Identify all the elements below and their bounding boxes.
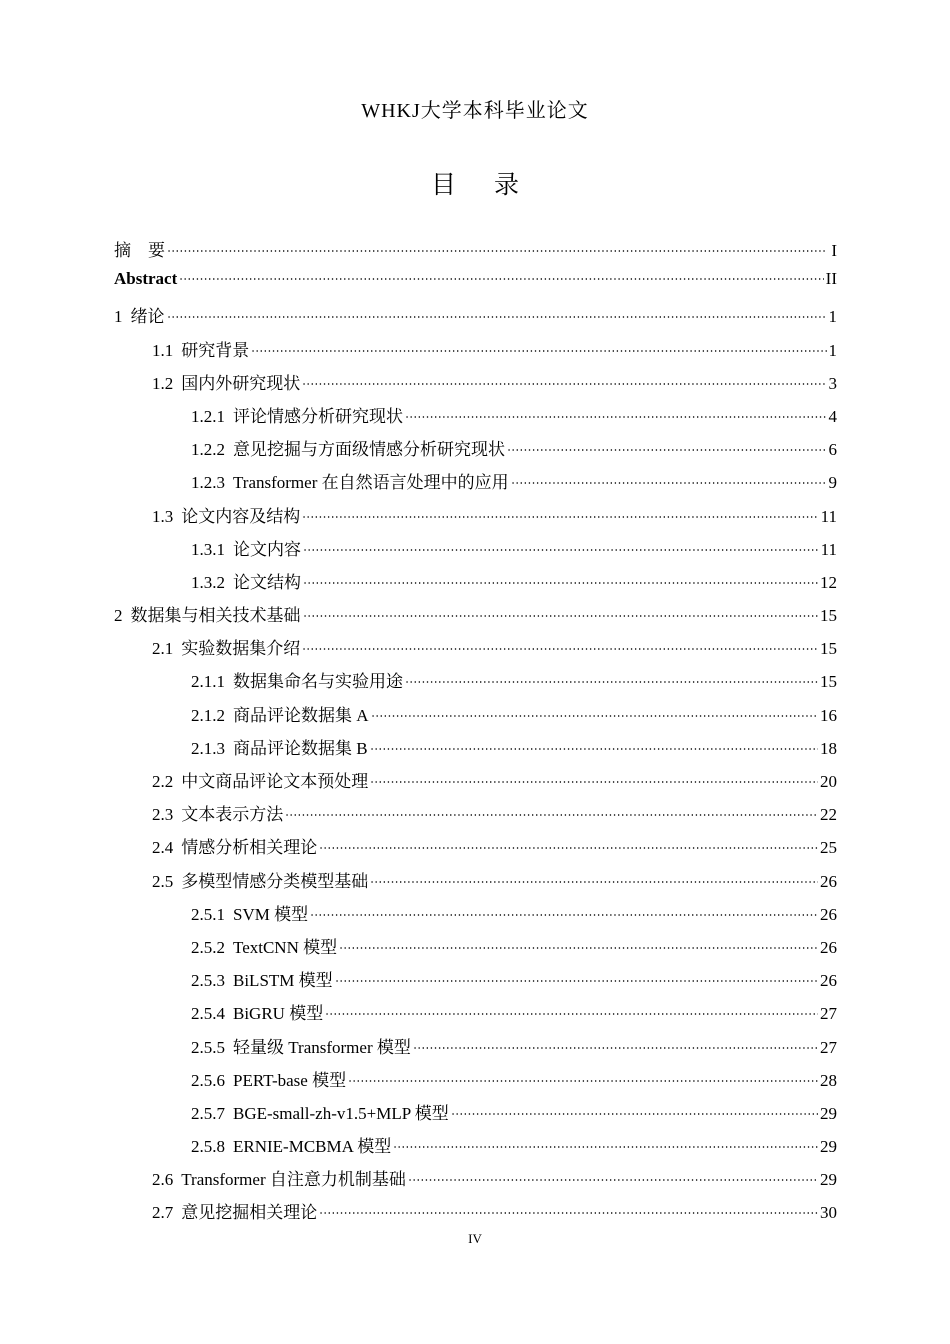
toc-title <box>0 165 950 201</box>
toc-entry[interactable] <box>114 966 837 999</box>
toc-entry[interactable] <box>114 435 837 468</box>
toc-entry[interactable] <box>114 336 837 369</box>
toc-title-left: 目 <box>430 170 456 199</box>
toc-entry-number: 2.5.5 <box>191 1037 225 1057</box>
toc-entry-page: 3 <box>828 373 837 393</box>
toc-entry-page: II <box>825 269 837 289</box>
dot-leader <box>335 980 818 982</box>
toc-entry-number: 2.5.1 <box>191 904 225 924</box>
toc-entry-number: 1.3.2 <box>191 572 225 592</box>
toc-entry-label: 多模型情感分类模型基础 <box>181 871 369 891</box>
dot-leader <box>405 416 827 418</box>
dot-leader <box>511 482 827 484</box>
dot-leader <box>370 881 818 883</box>
toc-entry-label: BiGRU 模型 <box>233 1004 324 1024</box>
toc-entry-number: 2.5.8 <box>191 1137 225 1157</box>
toc-entry-label: 文本表示方法 <box>181 805 284 825</box>
toc-entry-page: 9 <box>828 473 837 493</box>
toc-entry-label: BiLSTM 模型 <box>233 971 333 991</box>
toc-entry[interactable] <box>114 999 837 1032</box>
dot-leader <box>303 615 819 617</box>
toc-entry-label: 论文内容及结构 <box>181 506 301 526</box>
toc-entry-page: 18 <box>820 738 837 758</box>
toc-entry-number: 2.1.1 <box>191 672 225 692</box>
toc-entry[interactable] <box>114 601 837 634</box>
toc-entry[interactable] <box>114 734 837 767</box>
toc-entry-label: 意见挖掘相关理论 <box>181 1203 318 1223</box>
dot-leader <box>285 814 818 816</box>
toc-entry-page: 26 <box>820 971 837 991</box>
toc-entry[interactable] <box>114 900 837 933</box>
dot-leader <box>319 1212 818 1214</box>
toc-entry-number: 1.2.2 <box>191 440 225 460</box>
toc-entry-number: 2.7 <box>152 1203 174 1223</box>
toc-entry-page: 15 <box>820 606 837 626</box>
toc-entry-page: 29 <box>820 1170 837 1190</box>
toc-entry-label: 商品评论数据集 B <box>233 738 368 758</box>
dot-leader <box>348 1080 818 1082</box>
toc-entry-label: ERNIE-MCBMA 模型 <box>233 1137 392 1157</box>
toc-entry-page: 29 <box>820 1103 837 1123</box>
toc-entry-page: I <box>831 241 837 260</box>
toc-title-right: 录 <box>494 170 520 199</box>
toc-entry-label: TextCNN 模型 <box>233 937 338 957</box>
toc-entry[interactable] <box>114 667 837 700</box>
toc-entry-page: 26 <box>820 871 837 891</box>
toc-entry[interactable] <box>114 634 837 667</box>
toc-entry-page: 27 <box>820 1004 837 1024</box>
toc-entry-number: 2.5 <box>152 871 174 891</box>
toc-entry-page: 20 <box>820 772 837 791</box>
toc-entry-label: 数据集命名与实验用途 <box>233 672 403 692</box>
toc-entry[interactable] <box>114 302 837 335</box>
toc-entry[interactable] <box>114 1165 837 1198</box>
dot-leader <box>393 1146 818 1148</box>
toc-entry[interactable] <box>114 535 837 568</box>
dot-leader <box>319 847 818 849</box>
toc-entry-page: 16 <box>820 705 837 725</box>
toc-entry-page: 1 <box>828 307 837 327</box>
toc-entry[interactable] <box>114 269 837 302</box>
dot-leader <box>371 715 818 717</box>
toc-entry-label: 论文结构 <box>233 572 301 592</box>
toc-entry-label: Transformer 在自然语言处理中的应用 <box>233 473 509 493</box>
toc-entry-label: 论文内容 <box>233 539 301 559</box>
dot-leader <box>413 1047 818 1049</box>
dot-leader <box>408 1179 818 1181</box>
toc-entry-label: 数据集与相关技术基础 <box>130 606 301 626</box>
toc-entry-number: 2.5.3 <box>191 971 225 991</box>
toc-entry-number: 2.3 <box>152 805 174 825</box>
toc-entry[interactable] <box>114 1099 837 1132</box>
dot-leader <box>507 449 827 451</box>
toc-entry-number: 1.1 <box>152 340 174 360</box>
toc-entry[interactable] <box>114 402 837 435</box>
toc-entry-number: 1.3.1 <box>191 539 225 559</box>
toc-entry[interactable] <box>114 867 837 900</box>
dot-leader <box>310 914 818 916</box>
toc-entry-label: 实验数据集介绍 <box>181 639 301 659</box>
toc-entry-label: 评论情感分析研究现状 <box>233 406 403 426</box>
toc-entry[interactable] <box>114 369 837 402</box>
toc-entry[interactable] <box>114 1066 837 1099</box>
toc-entry-page: 12 <box>820 572 837 592</box>
toc-entry-label: 绪论 <box>130 307 165 327</box>
toc-entry-number: 1.2.1 <box>191 406 225 426</box>
toc-entry-number: 1.2.3 <box>191 473 225 493</box>
toc-entry-number: 2 <box>114 606 123 626</box>
toc-entry-page: 30 <box>820 1203 837 1223</box>
dot-leader <box>251 350 826 352</box>
dot-leader <box>302 383 826 385</box>
toc-entry-number: 2.5.6 <box>191 1070 225 1090</box>
toc-entry[interactable] <box>114 468 837 501</box>
toc-entry[interactable] <box>114 236 837 269</box>
table-of-contents <box>114 236 837 1232</box>
dot-leader <box>451 1113 818 1115</box>
dot-leader <box>179 278 823 280</box>
toc-entry-label: 情感分析相关理论 <box>181 838 318 858</box>
toc-entry[interactable] <box>114 933 837 966</box>
toc-entry-number: 1 <box>114 307 123 327</box>
toc-entry-label: Transformer 自注意力机制基础 <box>181 1170 406 1190</box>
dot-leader <box>370 748 818 750</box>
dot-leader <box>302 648 818 650</box>
toc-entry-page: 29 <box>820 1137 837 1157</box>
toc-entry-label: 国内外研究现状 <box>181 373 301 393</box>
toc-entry-label: BGE-small-zh-v1.5+MLP 模型 <box>233 1103 449 1123</box>
toc-entry-number: 2.1.3 <box>191 738 225 758</box>
toc-entry-number: 2.5.2 <box>191 937 225 957</box>
toc-entry-page: 4 <box>828 406 837 426</box>
dot-leader <box>303 582 818 584</box>
toc-entry-number: 2.1.2 <box>191 705 225 725</box>
toc-entry-number: 2.5.4 <box>191 1004 225 1024</box>
toc-entry-number: 2.2 <box>152 772 174 791</box>
dot-leader <box>167 250 827 252</box>
dot-leader <box>370 781 818 783</box>
toc-entry-page: 22 <box>820 805 837 825</box>
toc-entry[interactable] <box>114 1033 837 1066</box>
toc-entry[interactable] <box>114 701 837 734</box>
toc-entry-label: 商品评论数据集 A <box>233 705 369 725</box>
toc-entry[interactable] <box>114 833 837 866</box>
toc-entry-number: 2.4 <box>152 838 174 858</box>
toc-entry-number: 2.6 <box>152 1170 174 1190</box>
dot-leader <box>303 549 819 551</box>
dot-leader <box>302 516 818 518</box>
toc-entry-number: 1.3 <box>152 506 174 526</box>
toc-entry-page: 25 <box>820 838 837 858</box>
toc-entry[interactable] <box>114 502 837 535</box>
toc-entry-page: 6 <box>828 440 837 460</box>
toc-entry-label: Abstract <box>114 269 178 289</box>
dot-leader <box>405 681 818 683</box>
toc-entry-page: 27 <box>820 1037 837 1057</box>
toc-entry[interactable] <box>114 767 837 800</box>
dot-leader <box>167 316 827 318</box>
dot-leader <box>325 1013 818 1015</box>
toc-entry[interactable] <box>114 1198 837 1231</box>
toc-entry-label: 意见挖掘与方面级情感分析研究现状 <box>233 440 505 460</box>
toc-entry[interactable] <box>114 568 837 601</box>
toc-entry-number: 2.1 <box>152 639 174 659</box>
toc-entry-number: 2.5.7 <box>191 1103 225 1123</box>
dot-leader <box>339 947 818 949</box>
toc-entry-page: 26 <box>820 904 837 924</box>
toc-entry-page: 11 <box>820 506 837 526</box>
toc-entry-page: 11 <box>820 539 837 559</box>
toc-entry-page: 26 <box>820 937 837 957</box>
page-number: IV <box>468 1231 482 1246</box>
toc-entry[interactable] <box>114 1132 837 1165</box>
toc-entry-label: SVM 模型 <box>233 904 309 924</box>
toc-entry-label: 轻量级 Transformer 模型 <box>233 1037 411 1057</box>
toc-entry-page: 15 <box>820 672 837 692</box>
toc-entry-label: 摘 要 <box>114 241 165 260</box>
toc-entry-number: 1.2 <box>152 373 174 393</box>
toc-entry-label: PERT-base 模型 <box>233 1070 347 1090</box>
toc-entry-page: 15 <box>820 639 837 659</box>
toc-entry-page: 1 <box>828 340 837 360</box>
toc-entry-label: 中文商品评论文本预处理 <box>181 772 369 791</box>
toc-entry-label: 研究背景 <box>181 340 250 360</box>
toc-entry-page: 28 <box>820 1070 837 1090</box>
document-header: WHKJ大学本科毕业论文 <box>361 100 589 122</box>
toc-entry[interactable] <box>114 800 837 833</box>
